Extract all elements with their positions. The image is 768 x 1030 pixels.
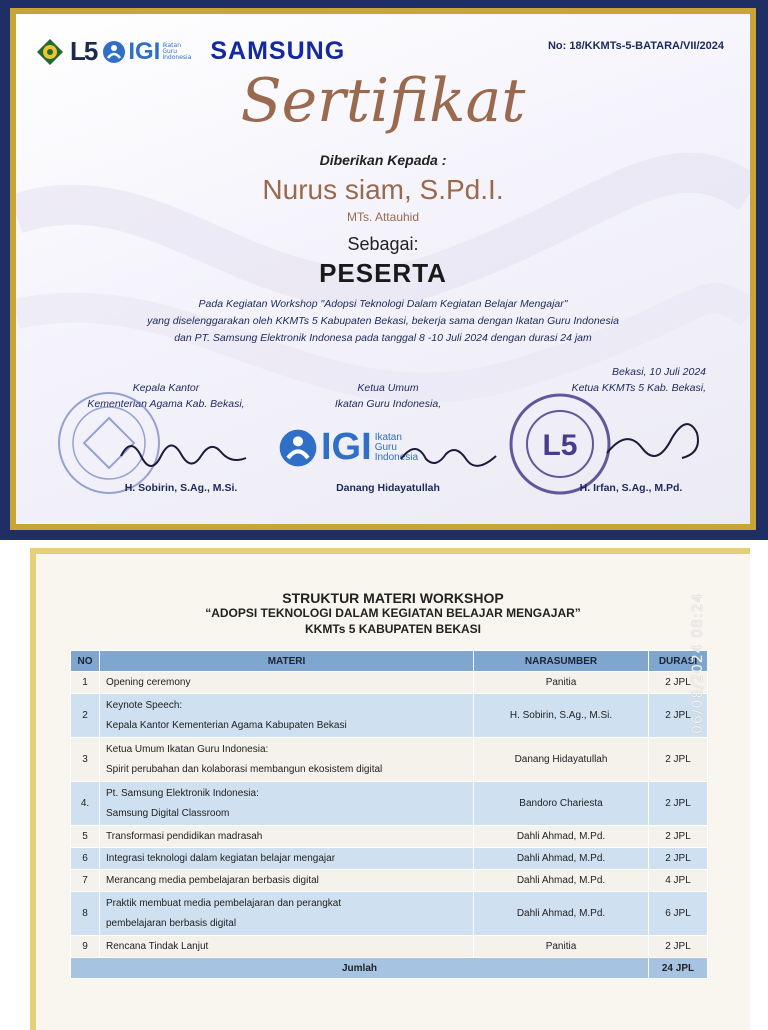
row-narasumber: Panitia [474, 672, 649, 694]
row-materi [100, 738, 474, 782]
igi-emblem-icon [102, 40, 126, 64]
row-durasi: 2 JPL [649, 782, 708, 826]
signature-3-icon [602, 408, 712, 478]
row-narasumber: Danang Hidayatullah [474, 738, 649, 782]
kkmts-stamp-icon [508, 392, 612, 496]
row-durasi: 2 JPL [649, 738, 708, 782]
total-label: Jumlah [71, 958, 649, 979]
row-materi [100, 672, 474, 694]
row-materi-line-1: Pt. Samsung Elektronik Indonesia: [106, 787, 259, 799]
kemenag-logo-icon [36, 38, 64, 66]
recipient-school: MTs. Attauhid [346, 210, 420, 224]
igi-center-emblem-icon [278, 428, 318, 468]
description-line-2: yang diselenggarakan oleh KKMTs 5 Kabupaten Bekasi, bekerja sama dengan Ikatan Guru Indonesia [147, 315, 619, 327]
col-durasi: DURASI [649, 651, 708, 672]
signatory-3-title-line: Ketua KKMTs 5 Kab. Bekasi, [571, 382, 706, 394]
row-materi-line-1: Merancang media pembelajaran berbasis digital [106, 875, 319, 886]
signatory-1-title-line-1: Kepala Kantor [132, 382, 200, 394]
row-no: 5 [71, 826, 100, 848]
row-materi [100, 870, 474, 892]
signatory-3-date: Bekasi, 10 Juli 2024 [612, 366, 706, 378]
row-materi-line-2: pembelajaran berbasis digital [106, 917, 237, 929]
given-to-label: Diberikan Kepada : [319, 152, 447, 168]
row-materi [100, 782, 474, 826]
row-durasi: 6 JPL [649, 892, 708, 936]
as-label: Sebagai: [347, 234, 419, 254]
workshop-subtitle: “ADOPSI TEKNOLOGI DALAM KEGIATAN BELAJAR MENGAJAR” [205, 606, 581, 620]
participant-role: PESERTA [319, 258, 447, 288]
col-narasumber: NARASUMBER [474, 651, 649, 672]
row-no: 6 [71, 848, 100, 870]
row-materi [100, 892, 474, 936]
signatory-2-name: Danang Hidayatullah [336, 482, 440, 494]
row-materi-line-2: Spirit perubahan dan kolaborasi membangun ekosistem digital [106, 763, 383, 775]
signature-1-icon [116, 426, 266, 476]
description-line-3: dan PT. Samsung Elektronik Indonesa pada tanggal 8 -10 Juli 2024 dengan durasi 24 jam [174, 332, 592, 344]
signatory-1-name: H. Sobirin, S.Ag., M.Si. [124, 482, 238, 494]
certificate [16, 14, 750, 524]
workshop-organizer: KKMTs 5 KABUPATEN BEKASI [304, 622, 481, 636]
row-no: 7 [71, 870, 100, 892]
row-materi [100, 848, 474, 870]
signatory-2-title [278, 380, 498, 412]
signatory-1-title-line-2: Kementerian Agama Kab. Bekasi, [87, 398, 245, 410]
row-materi-line-2: Samsung Digital Classroom [106, 807, 230, 819]
row-durasi: 2 JPL [649, 694, 708, 738]
igi-logo-caption: Ikatan Guru Indonesia [162, 41, 192, 61]
row-narasumber: Bandoro Chariesta [474, 782, 649, 826]
row-materi-line-1: Ketua Umum Ikatan Guru Indonesia: [106, 743, 269, 755]
row-durasi: 4 JPL [649, 870, 708, 892]
table-row [71, 892, 708, 936]
table-row [71, 848, 708, 870]
table-row [71, 738, 708, 782]
certificate-title: Sertifikat [240, 66, 526, 136]
samsung-logo: SAMSUNG [210, 37, 346, 65]
row-materi-line-1: Praktik membuat media pembelajaran dan perangkat [106, 897, 342, 909]
row-no: 9 [71, 936, 100, 958]
certificate-description [56, 296, 710, 347]
photo-timestamp: 06/08/2024 08:24 [690, 592, 706, 734]
igi-center-text: IGI [321, 426, 372, 468]
row-materi [100, 936, 474, 958]
row-narasumber: Dahli Ahmad, M.Pd. [474, 826, 649, 848]
row-narasumber: Dahli Ahmad, M.Pd. [474, 848, 649, 870]
workshop-structure-document [30, 548, 750, 1030]
table-row [71, 672, 708, 694]
table-total-row [71, 958, 708, 979]
row-materi-line-1: Opening ceremony [106, 677, 191, 688]
igi-logo-text: IGI [128, 37, 161, 65]
recipient-name: Nurus siam, S.Pd.I. [262, 174, 504, 205]
table-header-row [71, 651, 708, 672]
description-line-1: Pada Kegiatan Workshop "Adopsi Teknologi Dalam Kegiatan Belajar Mengajar" [198, 298, 568, 310]
table-row [71, 782, 708, 826]
row-materi-line-1: Integrasi teknologi dalam kegiatan belajar mengajar [106, 853, 336, 864]
logo-row [36, 36, 345, 67]
row-narasumber: H. Sobirin, S.Ag., M.Si. [474, 694, 649, 738]
table-row [71, 826, 708, 848]
materi-table [70, 650, 708, 979]
row-materi-line-1: Rencana Tindak Lanjut [106, 941, 209, 952]
workshop-title: STRUKTUR MATERI WORKSHOP [282, 590, 504, 606]
row-durasi: 2 JPL [649, 826, 708, 848]
row-materi-line-1: Transformasi pendidikan madrasah [106, 831, 263, 842]
igi-center-caption: Ikatan Guru Indonesia [374, 431, 419, 463]
row-narasumber: Panitia [474, 936, 649, 958]
table-row [71, 694, 708, 738]
row-durasi: 2 JPL [649, 936, 708, 958]
row-durasi: 2 JPL [649, 848, 708, 870]
row-no: 8 [71, 892, 100, 936]
signatory-2-title-line-2: Ikatan Guru Indonesia, [334, 398, 442, 410]
signatory-2-title-line-1: Ketua Umum [357, 382, 419, 394]
col-materi: MATERI [100, 651, 474, 672]
igi-logo [102, 38, 196, 66]
row-materi [100, 694, 474, 738]
row-no: 3 [71, 738, 100, 782]
signature-2-icon [396, 434, 506, 474]
row-durasi: 2 JPL [649, 672, 708, 694]
row-materi-line-2: Kepala Kantor Kementerian Agama Kabupaten Bekasi [106, 719, 347, 731]
col-no: NO [71, 651, 100, 672]
row-narasumber: Dahli Ahmad, M.Pd. [474, 892, 649, 936]
row-no: 4. [71, 782, 100, 826]
row-materi [100, 826, 474, 848]
total-value: 24 JPL [649, 958, 708, 979]
row-narasumber: Dahli Ahmad, M.Pd. [474, 870, 649, 892]
row-materi-line-1: Keynote Speech: [106, 699, 183, 711]
l5-logo: L5 [70, 36, 97, 66]
certificate-number: No: 18/KKMTs-5-BATARA/VII/2024 [547, 40, 724, 52]
signatory-3-name: H. Irfan, S.Ag., M.Pd. [579, 482, 683, 494]
table-row [71, 870, 708, 892]
table-row [71, 936, 708, 958]
row-no: 1 [71, 672, 100, 694]
kkmts-stamp-text: L5 [542, 429, 578, 462]
row-no: 2 [71, 694, 100, 738]
